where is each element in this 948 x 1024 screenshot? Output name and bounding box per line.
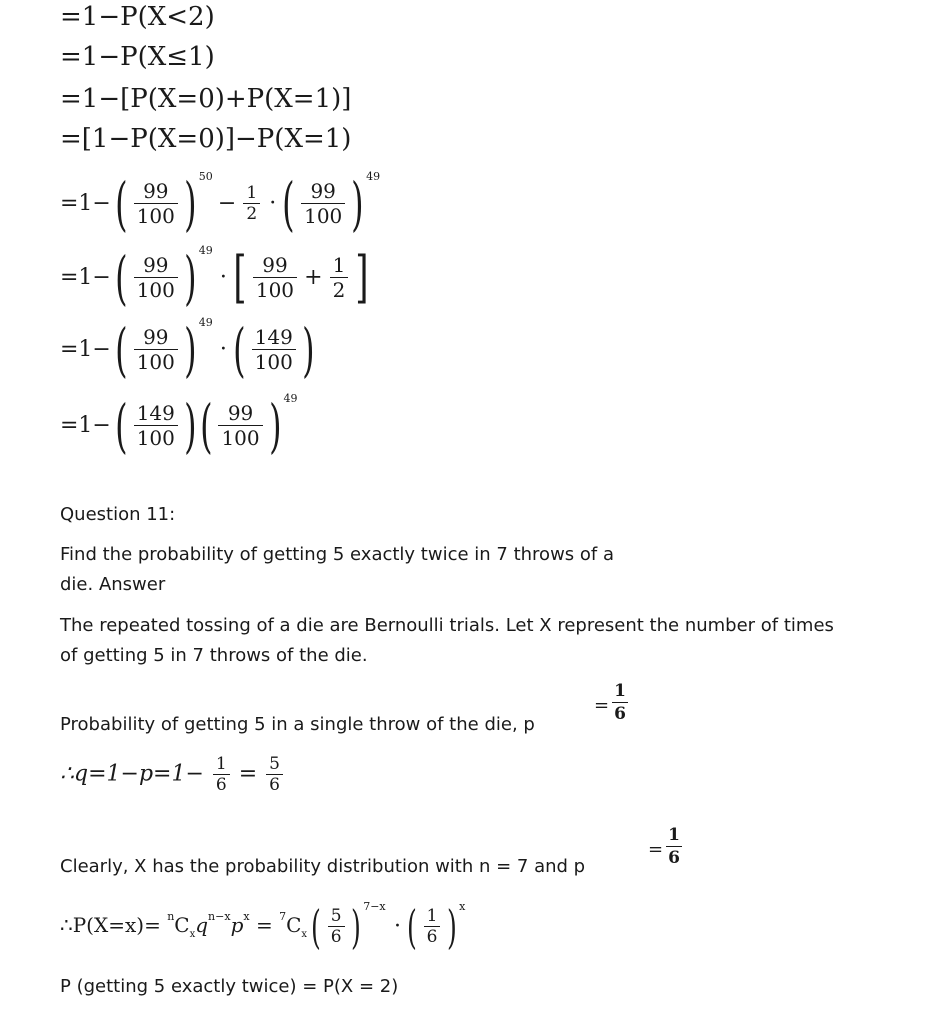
q-equation: ∴q=1−p=1− $\frac{1}{6}$ = $\frac{5}{6}$ <box>60 754 285 795</box>
equation-line-4: =[1−P(X=0)]−P(X=1) <box>60 124 352 154</box>
distribution-formula: ∴P(X=x)= $^nC_xq^{n-x}p^x = ^7C_x$ ( $\frac{5}{6}$ ) $^{7-x}$ · ( $\frac{1}{6}$ ) $^x$ <box>60 899 466 954</box>
eq7-fraction-1: $\frac{99}{100}$ <box>134 325 178 374</box>
question-text-line-2: die. Answer <box>60 574 166 595</box>
equation-line-8: =1− ( $\frac{149}{100}$ ) ( $\frac{99}{100}$ ) $^{49}$ <box>60 391 298 460</box>
dist-fraction-1: $\frac{5}{6}$ <box>328 906 345 947</box>
q-fraction-2: $\frac{5}{6}$ <box>266 754 283 795</box>
clearly-distribution-text: Clearly, X has the probability distribution with n = 7 and p <box>60 856 586 877</box>
eq5-exponent-2: 49 <box>366 170 381 183</box>
eq8-fraction-1: $\frac{149}{100}$ <box>134 401 178 450</box>
eq7-fraction-2: $\frac{149}{100}$ <box>252 325 296 374</box>
eq5-exponent-1: 50 <box>198 170 213 183</box>
equation-line-6: =1− ( $\frac{99}{100}$ ) $^{49}$ · [ $\frac{99}{100}$ + $\frac{1}{2}$ ] <box>60 243 368 312</box>
answer-paragraph-line-2: of getting 5 in 7 throws of the die. <box>60 645 368 666</box>
q-fraction-1: $\frac{1}{6}$ <box>213 754 230 795</box>
equation-line-5: =1− ( $\frac{99}{100}$ ) $^{50}$ − $\frac{1}{2}$ · ( $\frac{99}{100}$ ) $^{49}$ <box>60 169 381 238</box>
probability-single-throw-text: Probability of getting 5 in a single throw of the die, p <box>60 714 535 735</box>
equation-line-7: =1− ( $\frac{99}{100}$ ) $^{49}$ · ( $\frac{149}{100}$ ) <box>60 315 315 384</box>
eq6-fraction-2: $\frac{99}{100}$ <box>253 253 297 302</box>
eq5-fraction-1: $\frac{99}{100}$ <box>134 179 178 228</box>
eq5-fraction-3: $\frac{99}{100}$ <box>301 179 345 228</box>
final-statement: P (getting 5 exactly twice) = P(X = 2) <box>60 976 399 997</box>
equation-line-1: =1−P(X<2) <box>60 2 215 32</box>
equation-line-3: =1−[P(X=0)+P(X=1)] <box>60 84 352 114</box>
eq5-fraction-2: $\frac{1}{2}$ <box>243 183 260 224</box>
eq5-lead: =1− <box>60 191 111 216</box>
equation-line-2: =1−P(X≤1) <box>60 42 215 72</box>
eq6-fraction-1: $\frac{99}{100}$ <box>134 253 178 302</box>
question-heading: Question 11: <box>60 504 176 525</box>
answer-paragraph-line-1: The repeated tossing of a die are Bernoulli trials. Let X represent the number of times <box>60 615 834 636</box>
dist-fraction-2: $\frac{1}{6}$ <box>424 906 441 947</box>
question-text-line-1: Find the probability of getting 5 exactly twice in 7 throws of a <box>60 544 614 565</box>
eq8-fraction-2: $\frac{99}{100}$ <box>218 401 262 450</box>
eq6-fraction-3: $\frac{1}{2}$ <box>330 253 349 302</box>
